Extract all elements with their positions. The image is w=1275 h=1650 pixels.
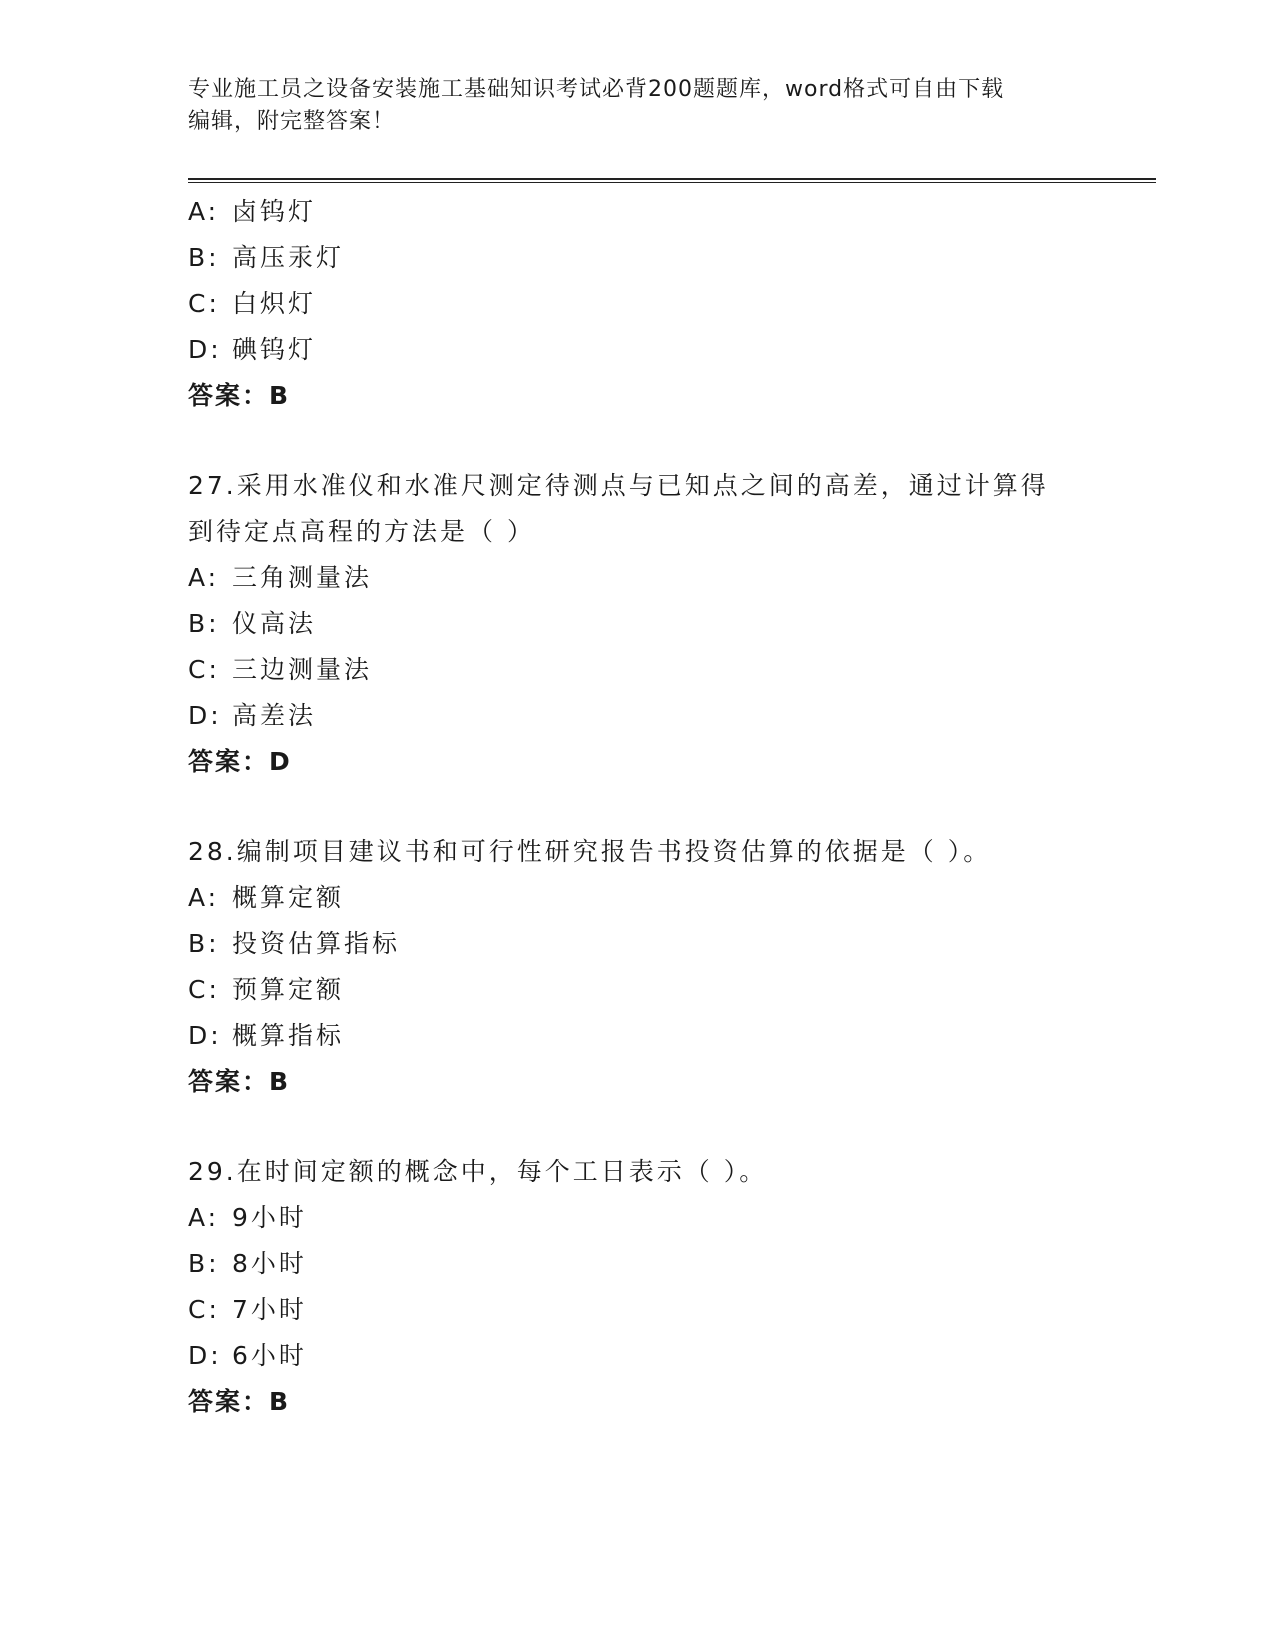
header-divider-thin: [188, 182, 1156, 183]
answer-line: 答案：B: [188, 1387, 291, 1416]
question-stem: 28.编制项目建议书和可行性研究报告书投资估算的依据是（ ）。: [188, 837, 992, 866]
option-b: B: 高压汞灯: [188, 243, 345, 272]
option-c: C: 白炽灯: [188, 289, 317, 318]
option-a: A: 三角测量法: [188, 563, 373, 592]
option-d: D: 6小时: [188, 1341, 307, 1370]
question-27: [188, 463, 1156, 785]
answer-line: 答案：B: [188, 381, 291, 410]
header-divider-thick: [188, 178, 1156, 180]
header-title-line-1: 专业施工员之设备安装施工基础知识考试必背200题题库，word格式可自由下载: [188, 77, 1005, 102]
answer-line: 答案：B: [188, 1067, 291, 1096]
option-d: D: 概算指标: [188, 1021, 345, 1050]
option-c: C: 7小时: [188, 1295, 307, 1324]
header-title-line-2: 编辑，附完整答案！: [188, 109, 396, 134]
question-29: [188, 1149, 1156, 1425]
document-header: [188, 74, 1088, 138]
question-stem-continued: 到待定点高程的方法是（ ）: [188, 517, 535, 546]
question-28: [188, 829, 1156, 1105]
option-c: C: 三边测量法: [188, 655, 373, 684]
question-26: [188, 189, 1156, 419]
option-b: B: 仪高法: [188, 609, 317, 638]
question-stem: 27.采用水准仪和水准尺测定待测点与已知点之间的高差，通过计算得: [188, 471, 1049, 500]
answer-line: 答案：D: [188, 747, 292, 776]
option-a: A: 9小时: [188, 1203, 307, 1232]
option-a: A: 卤钨灯: [188, 197, 317, 226]
question-stem: 29.在时间定额的概念中，每个工日表示（ ）。: [188, 1157, 768, 1186]
question-list: [188, 189, 1156, 1425]
option-c: C: 预算定额: [188, 975, 345, 1004]
option-b: B: 8小时: [188, 1249, 307, 1278]
option-b: B: 投资估算指标: [188, 929, 401, 958]
option-d: D: 高差法: [188, 701, 317, 730]
option-d: D: 碘钨灯: [188, 335, 317, 364]
option-a: A: 概算定额: [188, 883, 345, 912]
